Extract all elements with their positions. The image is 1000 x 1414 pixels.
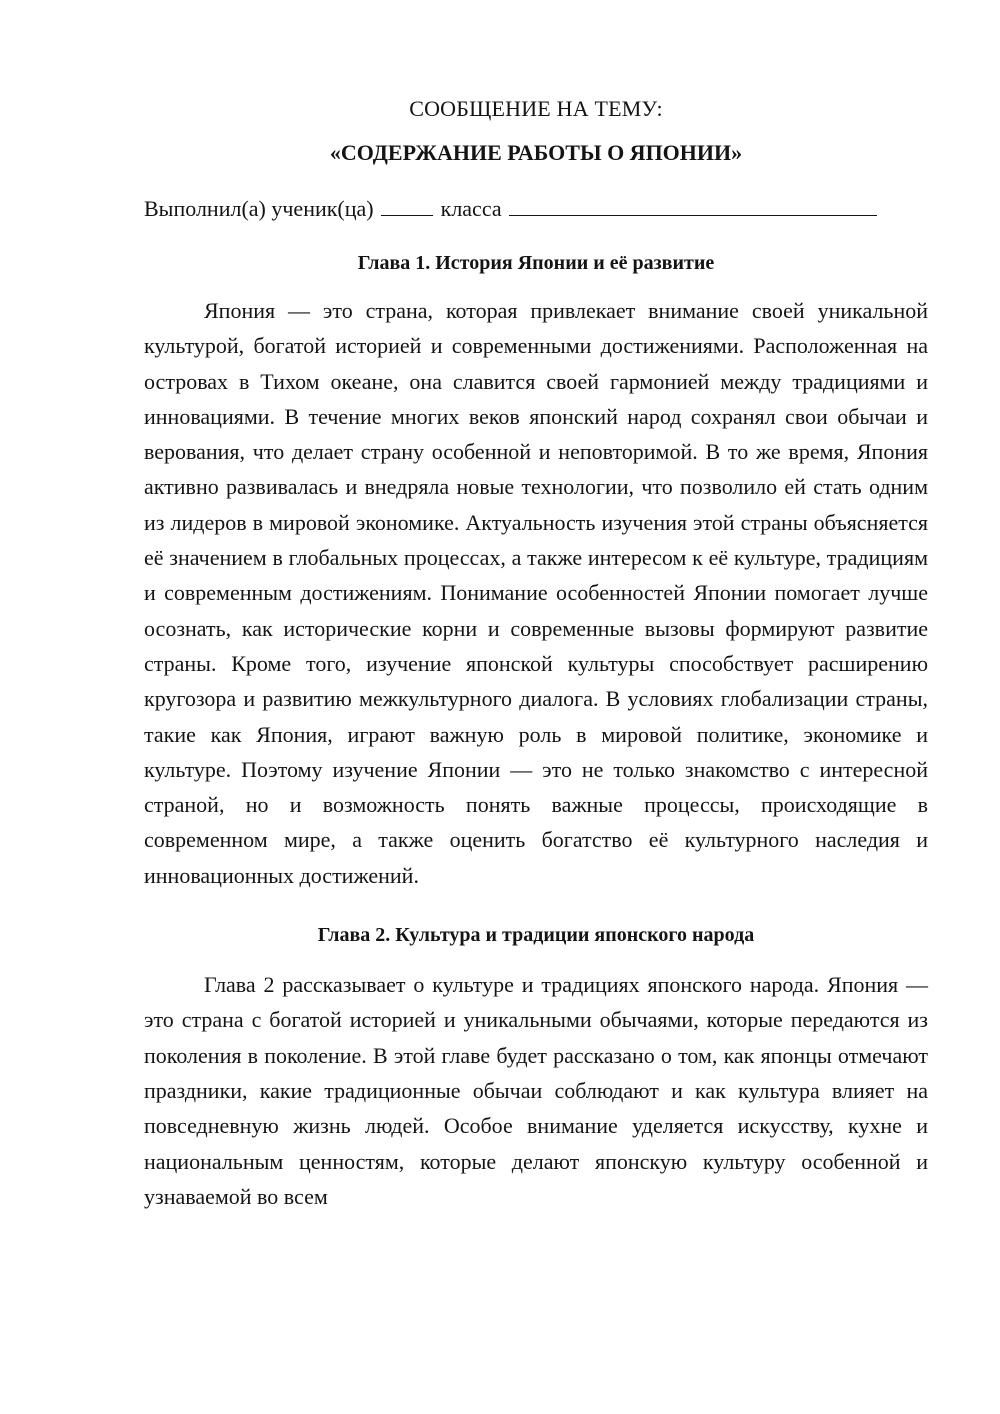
- author-prefix-label: Выполнил(а) ученик(ца): [144, 196, 374, 221]
- grade-blank-field: [381, 195, 433, 216]
- chapter-2-paragraph: Глава 2 рассказывает о культуре и традициях японского народа. Япония — это страна с богатой историей и уникальными обычаями, которые передаются из поколения в поколение. В этой главе будет рассказано о том, как японцы отмечают праздники, какие традиционные обычаи соблюдают и как культура влияет на повседневную жизнь людей. Особое внимание уделяется искусству, кухне и национальным ценностям, которые делают японскую культуру особенной и узнаваемой во всем: [144, 972, 928, 1209]
- chapter-1-heading: Глава 1. История Японии и её развитие: [357, 252, 715, 274]
- student-name-blank-field: [509, 195, 877, 216]
- topic-label: СООБЩЕНИЕ НА ТЕМУ:: [409, 96, 663, 121]
- chapter-1-paragraph: Япония — это страна, которая привлекает внимание своей уникальной культурой, богатой историей и современными достижениями. Расположенная на островах в Тихом океане, она славится своей гармонией между традициями и инновациями. В течение многих веков японский народ сохранял свои обычаи и верования, что делает страну особенной и неповторимой. В то же время, Япония активно развивалась и внедряла новые технологии, что позволило ей стать одним из лидеров в мировой экономике. Актуальность изучения этой страны объясняется её значением в глобальных процессах, а также интересом к её культуре, традициям и современным достижениям. Понимание особенностей Японии помогает лучше осознать, как исторические корни и современные вызовы формируют развитие страны. Кроме того, изучение японской культуры способствует расширению кругозора и развитию межкультурного диалога. В условиях глобализации страны, такие как Япония, играют важную роль в мировой политике, экономике и культуре. Поэтому изучение Японии — это не только знакомство с интересной страной, но и возможность понять важные процессы, происходящие в современном мире, а также оценить богатство её культурного наследия и инновационных достижений.: [144, 298, 928, 888]
- class-label: класса: [440, 196, 502, 221]
- chapter-2-heading: Глава 2. Культура и традиции японского народа: [317, 924, 755, 947]
- author-line: [144, 195, 928, 223]
- document-title: «СОДЕРЖАНИЕ РАБОТЫ О ЯПОНИИ»: [329, 140, 743, 165]
